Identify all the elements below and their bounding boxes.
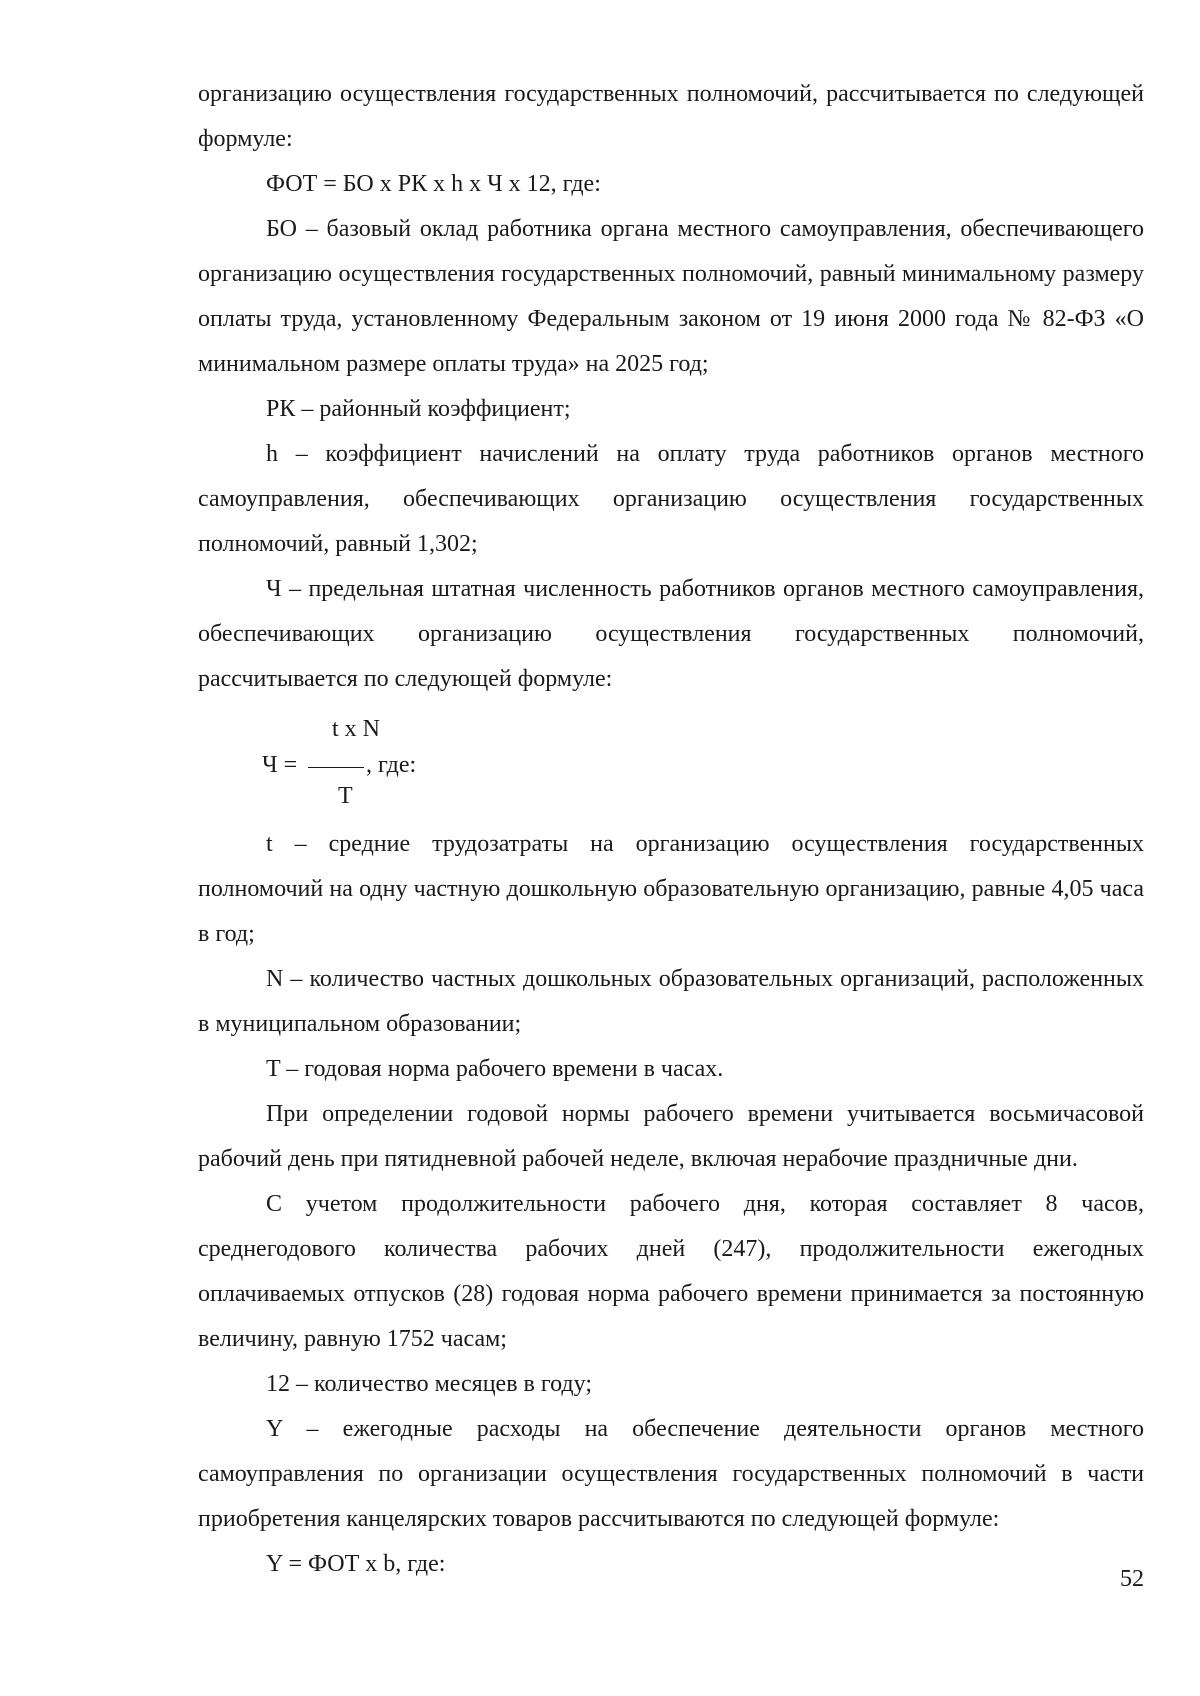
fraction-formula-ch <box>262 716 562 816</box>
paragraph-12: 12 – количество месяцев в году; <box>266 1371 592 1397</box>
paragraph-norm-value: С учетом продолжительности рабочего дня, которая составляет 8 часов, среднегодового количества рабочих дней (247), продолжительности ежегодных оплачиваемых отпусков (28) годовая норма рабочего времени принимается за постоянную величину, равную 1752 часам; <box>198 1191 1144 1352</box>
paragraph-norm-definition: При определении годовой нормы рабочего времени учитывается восьмичасовой рабочий день при пятидневной рабочей неделе, включая нерабочие праздничные дни. <box>198 1101 1144 1172</box>
fraction-suffix: , где: <box>366 752 417 778</box>
paragraph-T: T – годовая норма рабочего времени в часах. <box>266 1056 724 1082</box>
paragraph-t: t – средние трудозатраты на организацию осуществления государственных полномочий на одну частную дошкольную образовательную организацию, равные 4,05 часа в год; <box>198 831 1144 947</box>
paragraph-n: N – количество частных дошкольных образовательных организаций, расположенных в муниципальном образовании; <box>198 966 1144 1037</box>
paragraph-rk: РК – районный коэффициент; <box>266 396 571 422</box>
fraction-lhs: Ч = <box>262 752 298 778</box>
text-block-top <box>198 72 1144 702</box>
formula-fot: ФОТ = БО х РК х h х Ч х 12, где: <box>266 171 601 197</box>
fraction-denominator: T <box>338 783 353 809</box>
text-block-bottom <box>198 822 1144 1587</box>
paragraph-ch: Ч – предельная штатная численность работников органов местного самоуправления, обеспечивающих организацию осуществления государственных полномочий, рассчитывается по следующей формуле: <box>198 576 1144 692</box>
paragraph-h: h – коэффициент начислений на оплату труда работников органов местного самоуправления, обеспечивающих организацию осуществления государственных полномочий, равный 1,302; <box>198 441 1144 557</box>
formula-y: Y = ФОТ х b, где: <box>266 1551 446 1577</box>
fraction-bar <box>308 767 364 768</box>
fraction-numerator: t x N <box>332 716 380 742</box>
paragraph-y: Y – ежегодные расходы на обеспечение деятельности органов местного самоуправления по организации осуществления государственных полномочий в части приобретения канцелярских товаров рассчитываются по следующей формуле: <box>198 1416 1144 1532</box>
page-number: 52 <box>1120 1566 1144 1592</box>
paragraph-bo: БО – базовый оклад работника органа местного самоуправления, обеспечивающего организацию осуществления государственных полномочий, равный минимальному размеру оплаты труда, установленному Федеральным законом от 19 июня 2000 года № 82-ФЗ «О минимальном размере оплаты труда» на 2025 год; <box>198 216 1144 377</box>
paragraph-continuation: организацию осуществления государственных полномочий, рассчитывается по следующей формуле: <box>198 81 1144 152</box>
